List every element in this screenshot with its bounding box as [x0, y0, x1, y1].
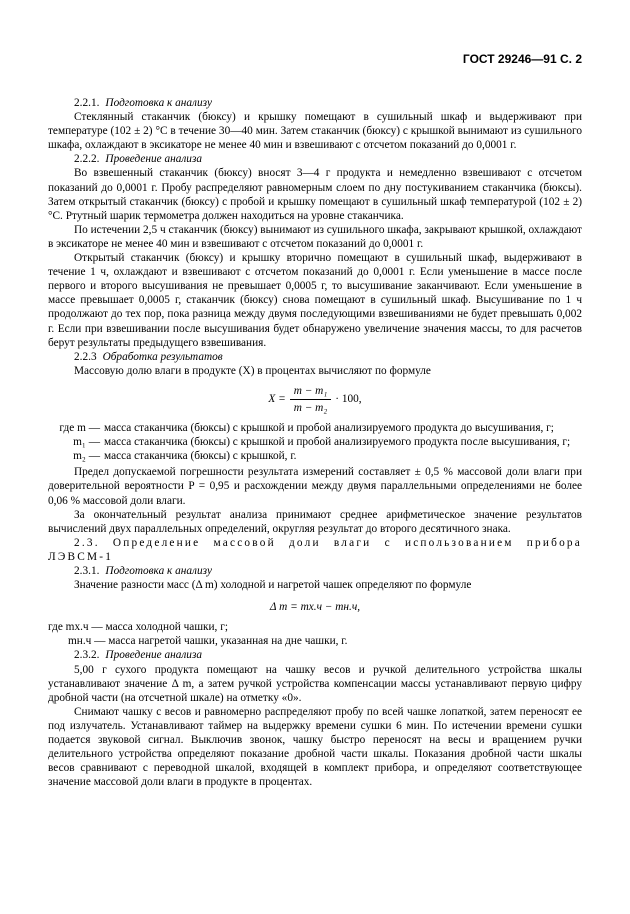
formula-tail: · 100, — [335, 393, 362, 406]
definition-line: где mх.ч — масса холодной чашки, г; — [48, 621, 228, 634]
section-title: Подготовка к анализу — [105, 565, 212, 577]
section-2-3-heading: 2.3. Определение массовой доли влаги с использованием прибора ЛЭВСМ-1 — [48, 536, 582, 563]
definition-row — [48, 435, 582, 449]
definition-symbol: m₁ — — [73, 436, 100, 449]
section-number: 2.2.1. — [74, 97, 100, 109]
section-2-2-3-heading — [48, 350, 582, 364]
definition-row — [48, 421, 582, 435]
section-2-2-1-heading — [48, 96, 582, 110]
paragraph: Массовую долю влаги в продукте (X) в процентах вычисляют по формуле — [74, 364, 431, 377]
mass-difference-formula: Δ m = mх.ч − mн.ч, — [269, 601, 361, 614]
paragraph: Снимают чашку с весов и равномерно распределяют пробу по всей чашке лопаткой, затем переносят ее под излучатель. Устанавливают таймер на выдержку времени сушки 6 мин. По истечении времени сушки подается звуковой сигнал. Выключив звонок, чашку быстро переносят на весы и вращением ручки делительного устройства определяют показание дробной части шкалы. Показания дробной части шкалы весов сравнивают с переводной шкалой, входящей в комплект прибора, и определяют соответствующее значение массовой доли влаги в продукте в процентах. — [48, 705, 582, 789]
formula-lhs: X = — [268, 393, 286, 406]
section-title: Обработка результатов — [102, 350, 223, 363]
section-title: Проведение анализа — [105, 649, 203, 662]
definition-text: масса стаканчика (бюксы) с крышкой и пробой анализируемого продукта после высушивания, г; — [104, 436, 571, 449]
section-title: Проведение анализа — [105, 153, 203, 166]
section-number: 2.2.3 — [74, 350, 97, 363]
moisture-formula — [48, 384, 582, 415]
section-number: 2.2.2. — [74, 153, 100, 166]
section-number: 2.3.2. — [74, 649, 100, 662]
definition-line: mн.ч — масса нагретой чашки, указанная на дне чашки, г. — [68, 635, 348, 648]
paragraph: 5,00 г сухого продукта помещают на чашку весов и ручкой делительного устройства шкалы устанавливают значение Δ m, а затем ручкой устройства компенсации массы устанавливают первую цифру дробной части (на отсчетной шкале) на отметку «0». — [48, 663, 582, 704]
section-2-3-1-heading — [48, 564, 582, 578]
section-title: Подготовка к анализу — [105, 97, 212, 109]
section-2-3-2-heading — [48, 648, 582, 662]
paragraph: Стеклянный стаканчик (бюксу) и крышку помещают в сушильный шкаф и выдерживают при температуре (102 ± 2) °С в течение 30—40 мин. Затем стаканчик (бюксу) с крышкой вынимают из сушильного шкафа, охлаждают в эксикаторе не менее 40 мин и взвешивают с отсчетом показаний до 0,0001 г. — [48, 111, 582, 152]
definition-symbol: m₂ — — [73, 450, 100, 463]
paragraph: Предел допускаемой погрешности результата измерений составляет ± 0,5 % массовой доли влаги при доверительной вероятности P = 0,95 и расхождении между двумя параллельными определениями не более 0,06 % массовой доли влаги. — [48, 466, 582, 507]
page-header: ГОСТ 29246—91 С. 2 — [462, 52, 582, 66]
section-number: 2.3.1. — [74, 565, 100, 577]
paragraph: Во взвешенный стаканчик (бюксу) вносят 3—4 г продукта и немедленно взвешивают с отсчетом показаний до 0,0001 г. Пробу распределяют равномерным слоем по дну постукиванием стаканчика (бюксы). Затем открытый стаканчик (бюксу) с пробой и крышку помещают в сушильный шкаф температурой (102 ± 2) °С. Ртутный шарик термометра должен находиться на уровне стаканчика. — [48, 167, 582, 222]
paragraph: Открытый стаканчик (бюксу) и крышку вторично помещают в сушильный шкаф, выдерживают в течение 1 ч, охлаждают и взвешивают с отсчетом показаний до 0,0001 г. Если уменьшение в массе после первого и второго высушивания не превышает 0,0005 г, то высушивание заканчивают. Если уменьшение в массе превышает 0,0005 г, стаканчик (бюксу) снова помещают в сушильный шкаф. Высушивание по 1 ч продолжают до тех пор, пока разница между двумя последующими взвешиваниями не будет превышать 0,002 г. Если при взвешивании после высушивания будет обнаружено увеличение значения массы, то для расчетов берут результаты предыдущего взвешивания. — [48, 252, 582, 349]
section-2-2-2-heading — [48, 152, 582, 166]
paragraph: По истечении 2,5 ч стаканчик (бюксу) вынимают из сушильного шкафа, закрывают крышкой, охлаждают в эксикаторе не менее 40 мин и взвешивают с отсчетом показаний до 0,0001 г. — [48, 223, 582, 250]
definition-text: масса стаканчика (бюксы) с крышкой и пробой анализируемого продукта до высушивания, г; — [104, 422, 554, 435]
paragraph: Значение разности масс (Δ m) холодной и нагретой чашек определяют по формуле — [74, 579, 472, 592]
paragraph: За окончательный результат анализа принимают среднее арифметическое значение результатов вычислений двух параллельных определений, округляя результат до второго десятичного знака. — [48, 508, 582, 535]
definition-row — [48, 449, 582, 463]
document-body — [48, 96, 582, 789]
formula-fraction — [290, 384, 332, 415]
definition-text: масса стаканчика (бюксы) с крышкой, г. — [104, 450, 297, 463]
formula-denominator: m − m₂ — [293, 401, 328, 414]
formula-definitions — [48, 421, 582, 463]
formula-numerator: m − m₁ — [290, 384, 332, 400]
definition-symbol: где m — — [59, 422, 100, 435]
